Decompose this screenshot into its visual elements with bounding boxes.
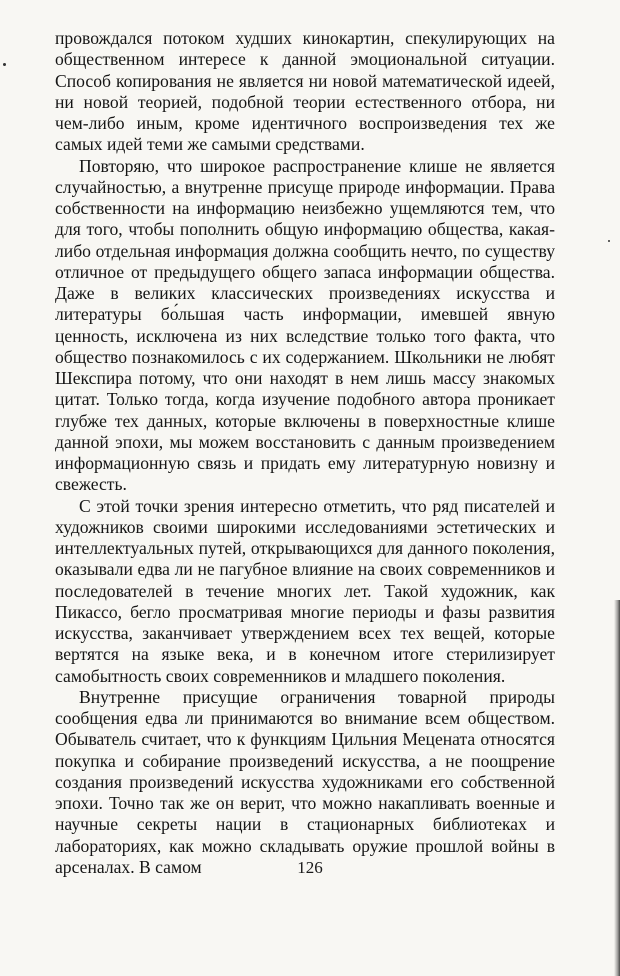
body-text xyxy=(55,28,555,878)
page-edge-shadow xyxy=(614,600,620,976)
scan-speck xyxy=(608,240,610,242)
paragraph-1: провождался потоком худших кинокартин, спекулирующих на общественном интересе к данной эмоциональной ситуации. Способ копирования не является ни новой математической идеей, ни новой теорией, подобной теории естественного отбора, ни чем-либо иным, кроме идентичного воспроизведения тех же самых идей теми же самыми средствами. xyxy=(55,28,555,155)
paragraph-3: С этой точки зрения интересно отметить, что ряд писателей и художников своими широкими исследованиями эстетических и интеллектуальных путей, открывающихся для данного поколения, оказывали едва ли не пагубное влияние на своих современников и последователей в течение многих лет. Такой художник, как Пикассо, бегло просматривая многие периоды и фазы развития искусства, заканчивает утверждением всех тех вещей, которые вертятся на языке века, и в конечном итоге стерилизирует самобытность своих современников и младшего поколения. xyxy=(55,495,555,686)
paragraph-2: Повторяю, что широкое распространение клише не является случайностью, а внутренне присуще природе информации. Права собственности на информацию неизбежно ущемляются тем, что для того, чтобы пополнить общую информацию общества, какая-либо отдельная информация должна сообщить нечто, по существу отличное от предыдущего общего запаса информации общества. Даже в великих классических произведениях искусства и литературы бо́льшая часть информации, имевшей явную ценность, исключена из них вследствие только того факта, что общество познакомилось с их содержанием. Школьники не любят Шекспира потому, что они находят в нем лишь массу знакомых цитат. Только тогда, когда изучение подобного автора проникает глубже тех данных, которые включены в поверхностные клише данной эпохи, мы можем восстановить с данным произведением информационную связь и придать ему литературную новизну и свежесть. xyxy=(55,155,555,495)
page-number: 126 xyxy=(297,858,323,877)
scan-speck xyxy=(3,63,6,66)
paragraph-4: Внутренне присущие ограничения товарной природы сообщения едва ли принимаются во внимание всем обществом. Обыватель считает, что к функциям Цильния Мецената относятся покупка и собирание произведений искусства, а не поощрение создания произведений искусства художниками его собственной эпохи. Точно так же он верит, что можно накапливать военные и научные секреты нации в стационарных библиотеках и лабораториях, как можно складывать оружие прошлой войны в арсеналах. В самом xyxy=(55,686,555,877)
